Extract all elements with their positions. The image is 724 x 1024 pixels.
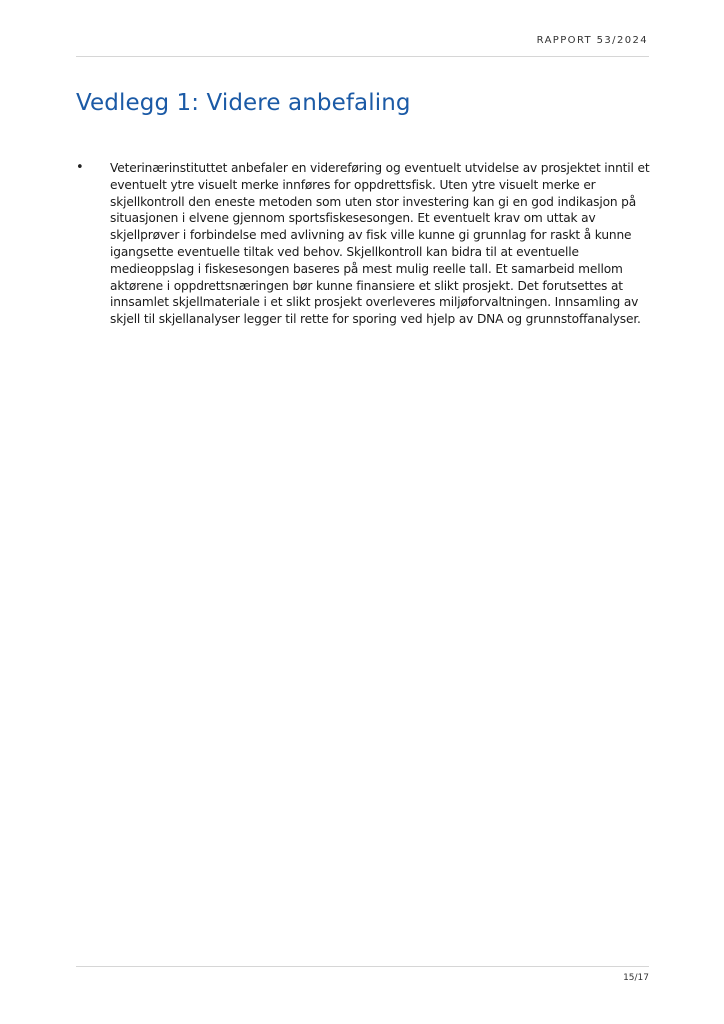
page-title: Vedlegg 1: Videre anbefaling <box>76 90 411 116</box>
report-number: RAPPORT 53/2024 <box>536 35 648 46</box>
page-number: 15/17 <box>623 973 649 983</box>
list-item <box>76 160 650 328</box>
footer-divider <box>76 966 649 967</box>
header-divider <box>76 56 649 57</box>
recommendation-text: Veterinærinstituttet anbefaler en videreføring og eventuelt utvidelse av prosjektet inntil et eventuelt ytre visuelt merke innføres for oppdrettsfisk. Uten ytre visuelt merke er skjellkontroll den eneste metoden som uten stor investering kan gi en god indikasjon på situasjonen i elvene gjennom sportsfiskesesongen. Et eventuelt krav om uttak av skjellprøver i forbindelse med avlivning av fisk ville kunne gi grunnlag for raskt å kunne igangsette eventuelle tiltak ved behov. Skjellkontroll kan bidra til at eventuelle medieoppslag i fiskesesongen baseres på mest mulig reelle tall. Et samarbeid mellom aktørene i oppdrettsnæringen bør kunne finansiere et slikt prosjekt. Det forutsettes at innsamlet skjellmateriale i et slikt prosjekt overleveres miljøforvaltningen. Innsamling av skjell til skjellanalyser legger til rette for sporing ved hjelp av DNA og grunnstoffanalyser. <box>110 161 650 327</box>
bullet-icon: • <box>76 160 84 175</box>
recommendation-list <box>76 160 650 328</box>
